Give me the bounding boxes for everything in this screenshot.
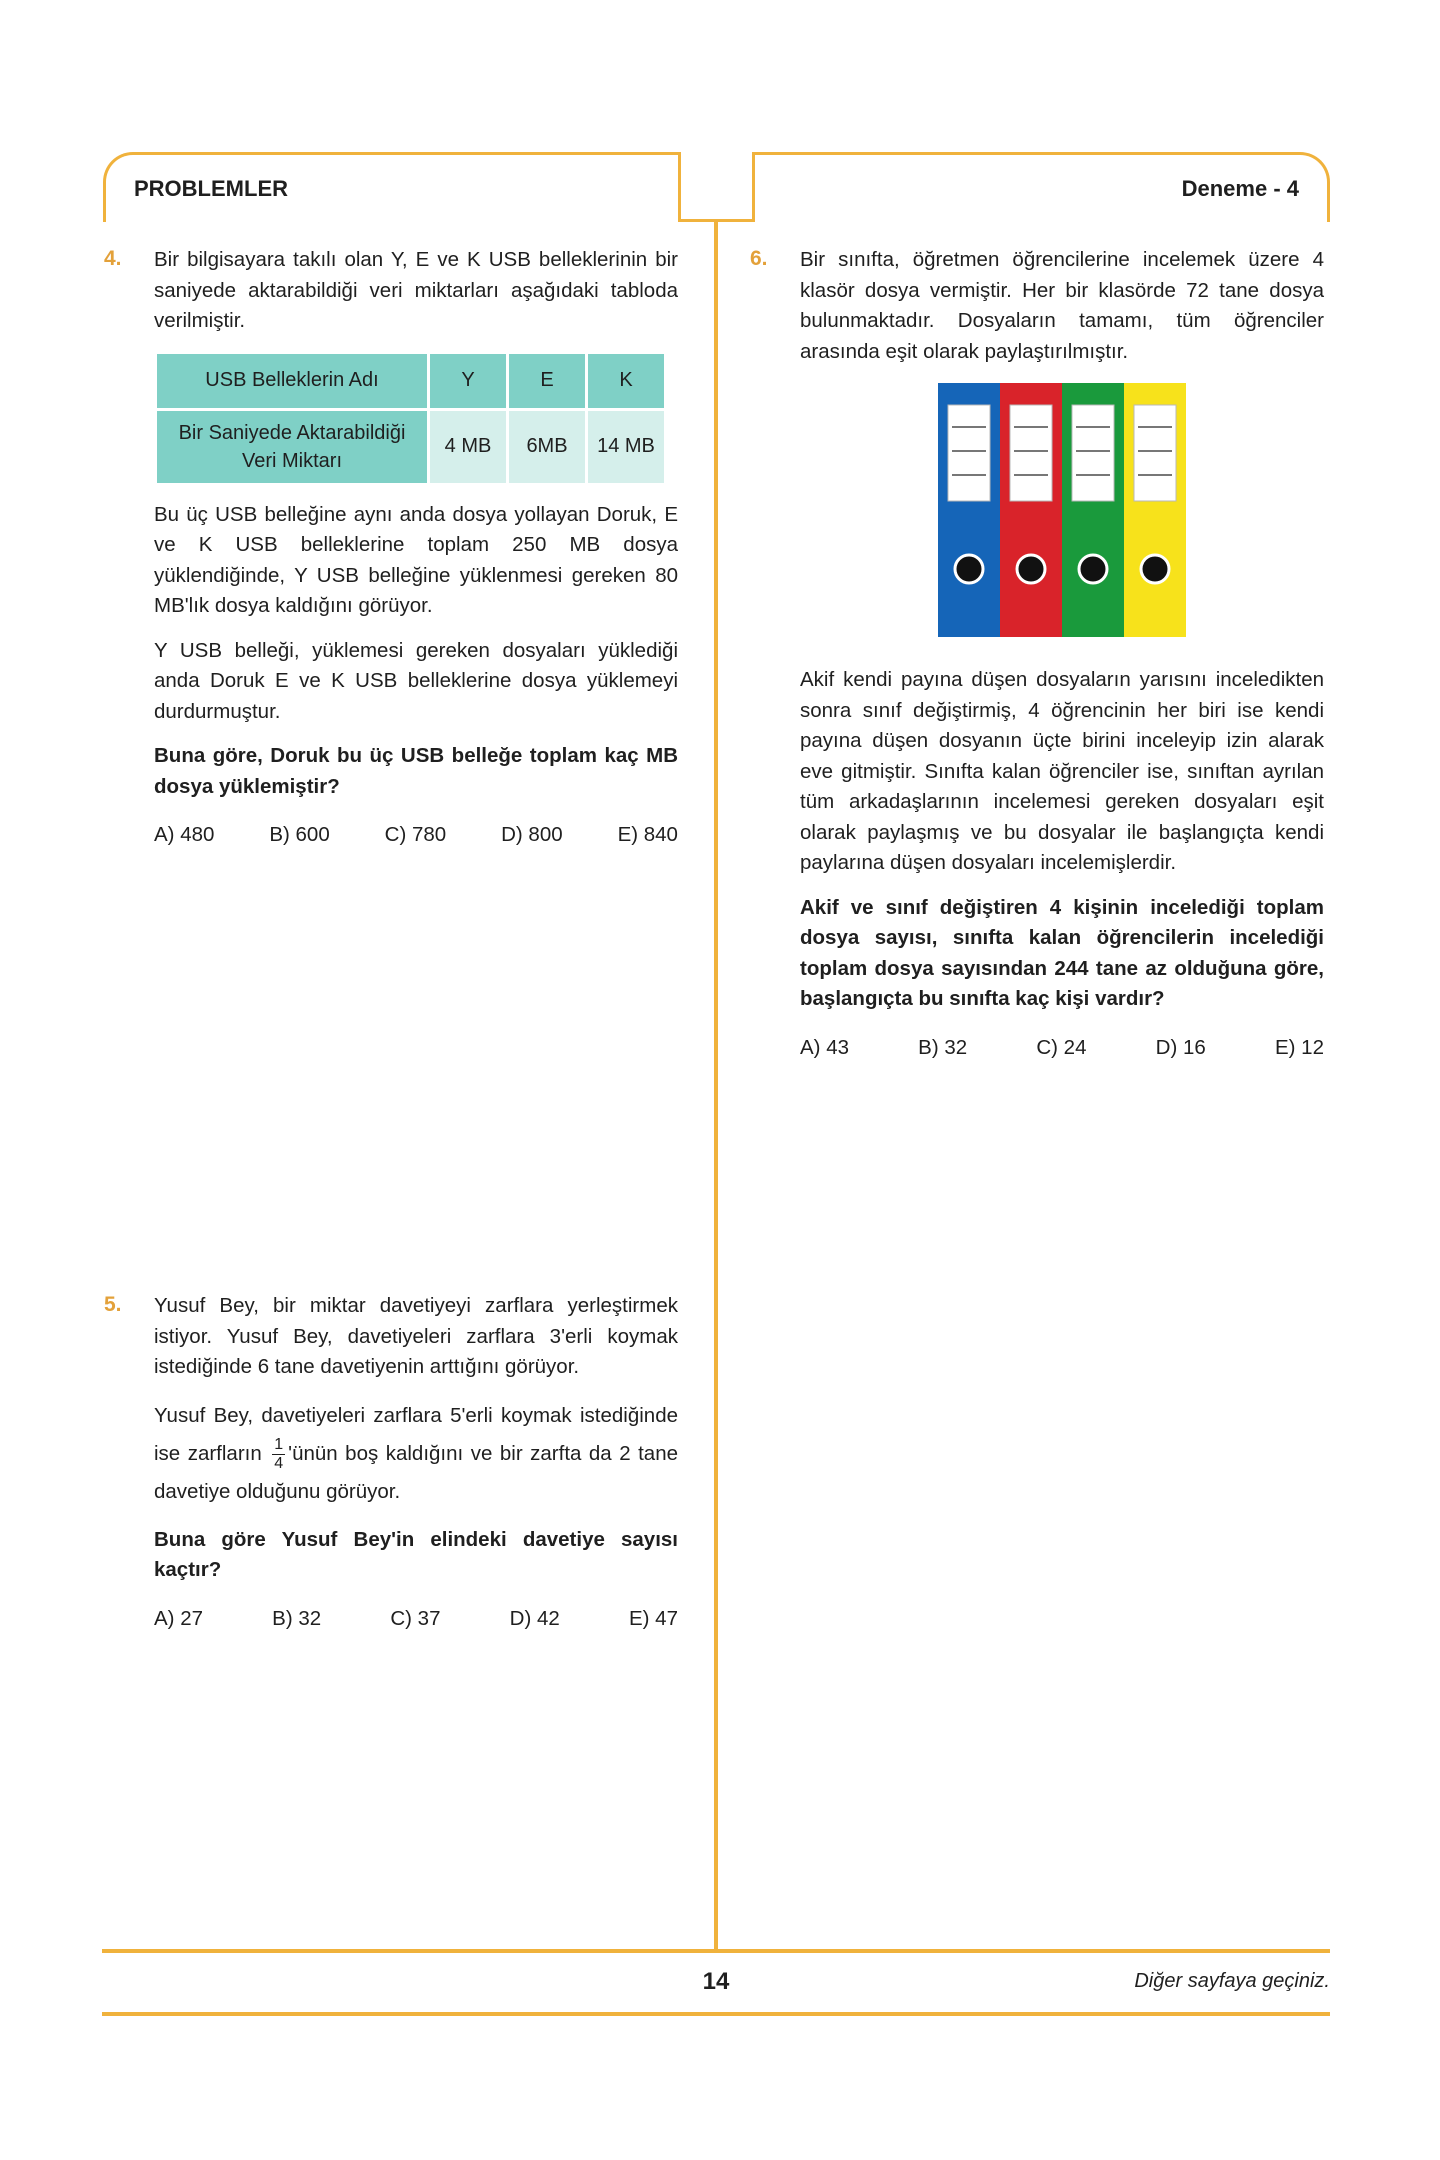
- option-c[interactable]: C) 780: [384, 823, 447, 846]
- q4-options: [154, 820, 678, 851]
- question-4-number: 4.: [104, 247, 122, 270]
- option-e[interactable]: E) 840: [617, 823, 678, 846]
- table-row-label: Bir Saniyede Aktarabildiği Veri Miktarı: [157, 411, 427, 483]
- q4-para1: Bu üç USB belleğine aynı anda dosya yollayan Doruk, E ve K USB belleklerine toplam 250 MB dosya yüklendiğinde, Y USB belleğine yüklenmesi gereken 80 MB'lık dosya kaldığını görüyor.: [154, 502, 678, 617]
- option-c[interactable]: C) 37: [390, 1606, 441, 1630]
- q6-intro: Bir sınıfta, öğretmen öğrencilerine incelemek üzere 4 klasör dosya vermiştir. Her bir klasörde 72 tane dosya bulunmaktadır. Dosyaların tamamı, tüm öğrenciler arasında eşit olarak paylaştırılmıştır.: [800, 248, 1324, 363]
- table-value-e: 6MB: [509, 411, 585, 483]
- footer-bottom-line: [102, 2012, 1330, 2016]
- question-4: [154, 245, 678, 851]
- q4-intro: Bir bilgisayara takılı olan Y, E ve K USB belleklerinin bir saniyede aktarabildiği veri miktarları aşağıdaki tabloda verilmiştir.: [154, 248, 678, 332]
- question-6-number: 6.: [750, 247, 768, 270]
- table-header-k: K: [588, 354, 664, 408]
- binder-red: [1000, 383, 1062, 637]
- option-e[interactable]: E) 12: [1274, 1035, 1324, 1059]
- q4-question: Buna göre, Doruk bu üç USB belleğe toplam kaç MB dosya yüklemiştir?: [154, 744, 678, 798]
- option-b[interactable]: B) 32: [272, 1606, 322, 1630]
- table-header-label: USB Belleklerin Adı: [157, 354, 427, 408]
- table-header-e: E: [509, 354, 585, 408]
- fraction-one-quarter: [272, 1436, 285, 1473]
- option-b[interactable]: B) 600: [269, 823, 330, 846]
- option-a[interactable]: A) 27: [154, 1606, 203, 1630]
- table-value-k: 14 MB: [588, 411, 664, 483]
- page-number: 14: [702, 1968, 730, 1995]
- exam-title: Deneme - 4: [1181, 175, 1299, 201]
- q5-para2: [154, 1397, 678, 1511]
- option-b[interactable]: B) 32: [918, 1035, 968, 1059]
- exam-title-tab: [752, 152, 1330, 222]
- option-a[interactable]: A) 43: [800, 1035, 849, 1059]
- question-5-number: 5.: [104, 1293, 122, 1316]
- binders-icon: [938, 383, 1186, 637]
- option-e[interactable]: E) 47: [628, 1606, 678, 1630]
- binder-blue: [938, 383, 1000, 637]
- fraction-numerator: 1: [274, 1435, 284, 1453]
- q5-para2-end: 'ünün boş kaldığını ve bir zarfta da 2 tane davetiye olduğunu görüyor.: [154, 1441, 678, 1503]
- binder-green: [1062, 383, 1124, 637]
- q6-options: [800, 1033, 1324, 1064]
- q5-options: [154, 1604, 678, 1635]
- fraction-denominator: 4: [274, 1454, 284, 1472]
- q6-para1: Akif kendi payına düşen dosyaların yarısını inceledikten sonra sınıf değiştirmiş, 4 öğrencinin her biri ise kendi payına düşen dosyanın üçte birini inceleyip izin alarak eve gitmiştir. Sınıfta kalan öğrenciler ise, sınıftan ayrılan tüm arkadaşlarının incelemesi gereken dosyaları eşit olarak paylaşmış ve bu dosyalar ile başlangıçta kendi paylarına düşen dosyaları incelemişlerdir.: [800, 668, 1324, 874]
- section-title-tab: [103, 152, 681, 222]
- q4-para2: Y USB belleği, yüklemesi gereken dosyaları yüklediği anda Doruk E ve K USB belleklerine dosya yüklemeyi durdurmuştur.: [154, 638, 678, 723]
- option-d[interactable]: D) 800: [501, 823, 563, 846]
- table-value-y: 4 MB: [430, 411, 506, 483]
- q6-question: Akif ve sınıf değiştiren 4 kişinin incelediği toplam dosya sayısı, sınıfta kalan öğrencilerin incelediği toplam dosya sayısından 244 tane az olduğuna göre, başlangıçta bu sınıfta kaç kişi vardır?: [800, 895, 1324, 1010]
- footer-top-line: [102, 1949, 1330, 1953]
- binder-yellow: [1124, 383, 1186, 637]
- option-d[interactable]: D) 16: [1155, 1035, 1206, 1059]
- q5-question: Buna göre Yusuf Bey'in elindeki davetiye sayısı kaçtır?: [154, 1527, 678, 1582]
- question-6: [800, 245, 1324, 1063]
- option-c[interactable]: C) 24: [1036, 1035, 1087, 1059]
- usb-speed-table: [154, 351, 667, 486]
- section-title: PROBLEMLER: [134, 175, 288, 201]
- q5-para1: Yusuf Bey, bir miktar davetiyeyi zarflara yerleştirmek istiyor. Yusuf Bey, davetiyeleri zarflara 3'erli koymak istediğinde 6 tane davetiyenin arttığını görüyor.: [154, 1294, 678, 1378]
- column-divider: [714, 219, 718, 1951]
- binders-illustration: [800, 383, 1324, 637]
- next-page-note: Diğer sayfaya geçiniz.: [1134, 1970, 1330, 1992]
- q5-para2-start: Yusuf Bey, davetiyeleri zarflara 5'erli koymak istediğinde ise zarfların: [154, 1403, 678, 1465]
- table-header-y: Y: [430, 354, 506, 408]
- option-d[interactable]: D) 42: [509, 1606, 560, 1630]
- option-a[interactable]: A) 480: [154, 823, 215, 846]
- question-5: [154, 1291, 678, 1634]
